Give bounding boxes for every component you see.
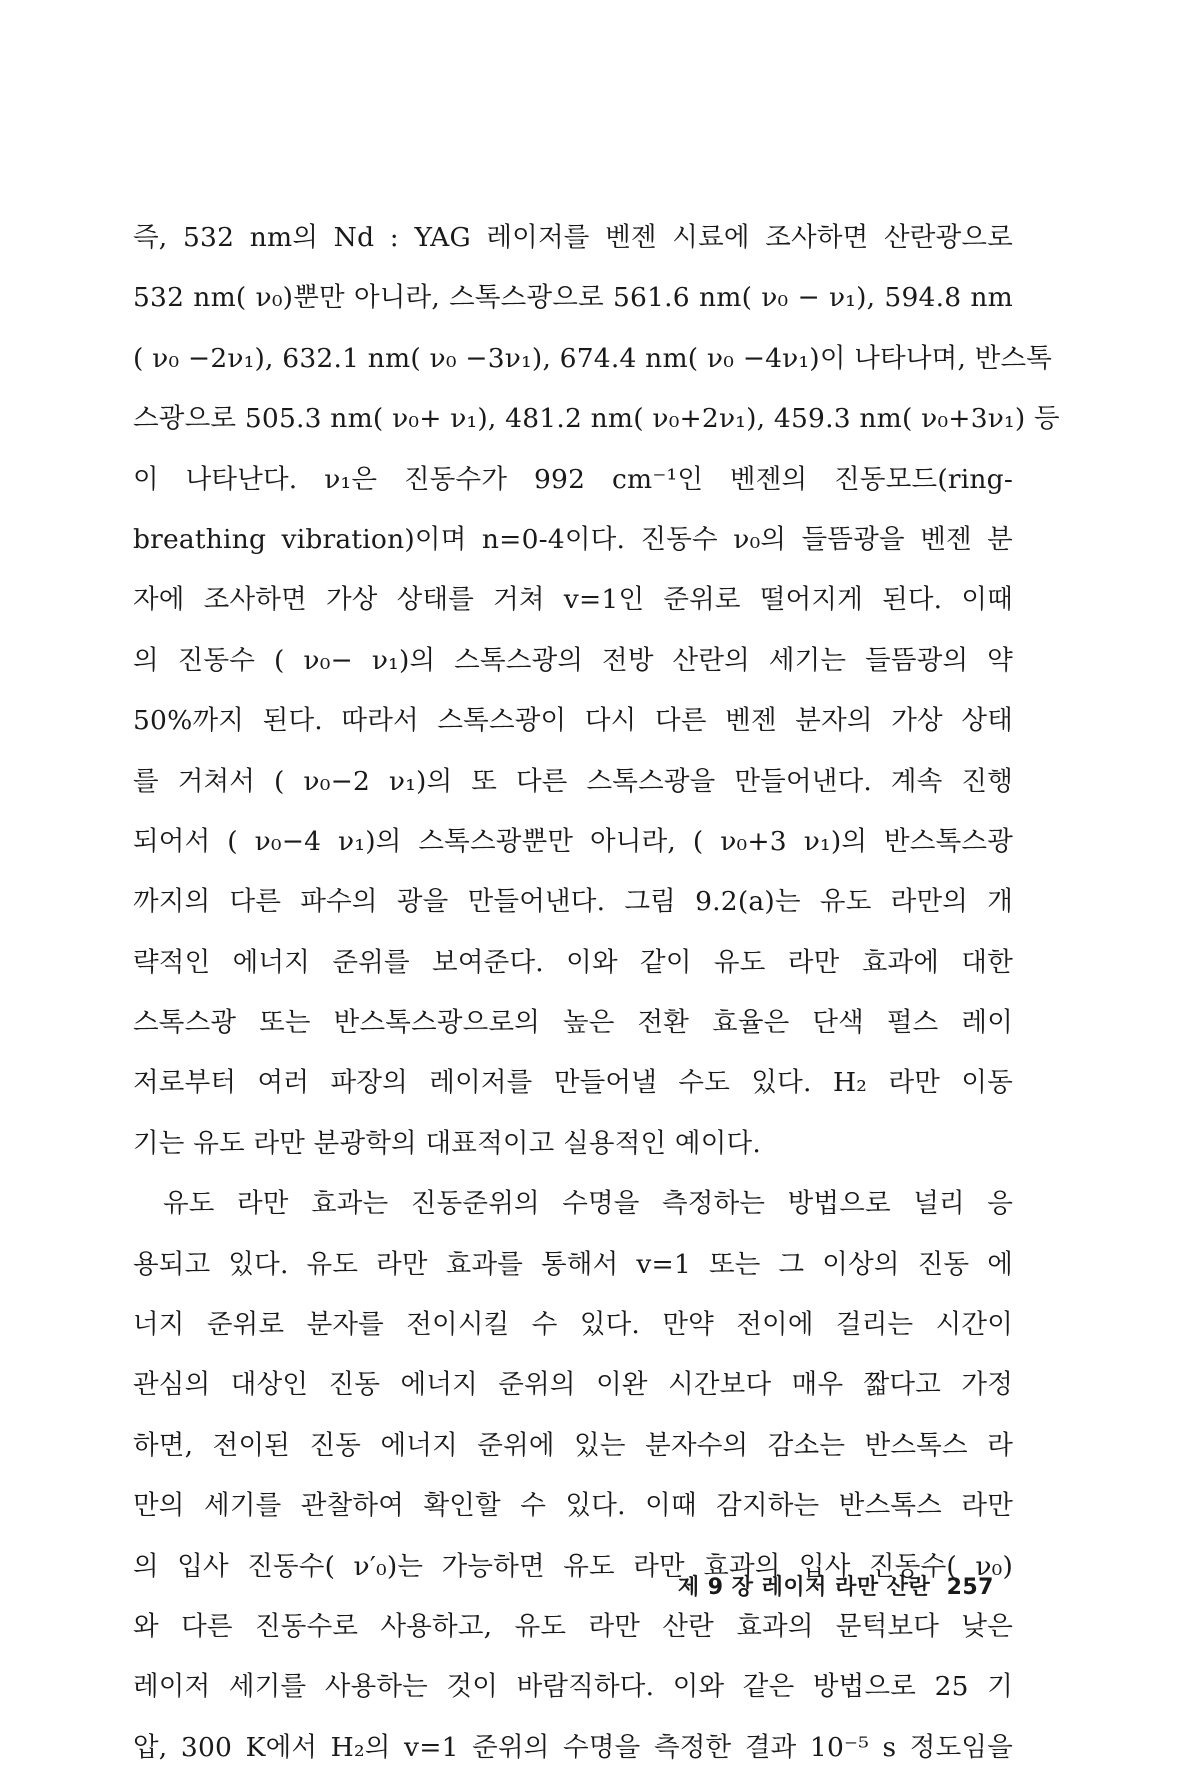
text-line: 를 거쳐서 ( ν₀−2 ν₁)의 또 다른 스톡스광을 만들어낸다. 계속 진행 [133, 765, 1013, 797]
text-line: 의 진동수 ( ν₀− ν₁)의 스톡스광의 전방 산란의 세기는 들뜸광의 약 [133, 644, 1013, 676]
text-line: 너지 준위로 분자를 전이시킬 수 있다. 만약 전이에 걸리는 시간이 [133, 1309, 1013, 1341]
text-line: 기는 유도 라만 분광학의 대표적이고 실용적인 예이다. [133, 1127, 761, 1159]
text-line: 저로부터 여러 파장의 레이저를 만들어낼 수도 있다. H₂ 라만 이동 [133, 1067, 1013, 1099]
text-line: 략적인 에너지 준위를 보여준다. 이와 같이 유도 라만 효과에 대한 [133, 946, 1013, 978]
text-line: 유도 라만 효과는 진동준위의 수명을 측정하는 방법으로 널리 응 [163, 1188, 1013, 1220]
page-number: 257 [946, 1575, 994, 1600]
running-head: 제 9 장 레이저 라만 산란 [677, 1575, 931, 1600]
text-line: 까지의 다른 파수의 광을 만들어낸다. 그림 9.2(a)는 유도 라만의 개 [133, 886, 1013, 918]
text-line: 하면, 전이된 진동 에너지 준위에 있는 분자수의 감소는 반스톡스 라 [133, 1429, 1013, 1461]
text-line: 50%까지 된다. 따라서 스톡스광이 다시 다른 벤젠 분자의 가상 상태 [133, 705, 1013, 737]
text-line: 되어서 ( ν₀−4 ν₁)의 스톡스광뿐만 아니라, ( ν₀+3 ν₁)의 반스톡스광 [133, 825, 1013, 857]
text-line: breathing vibration)이며 n=0-4이다. 진동수 ν₀의 들뜸광을 벤젠 분 [133, 523, 1013, 555]
text-line: 스톡스광 또는 반스톡스광으로의 높은 전환 효율은 단색 펄스 레이 [133, 1007, 1013, 1039]
text-line: 자에 조사하면 가상 상태를 거쳐 v=1인 준위로 떨어지게 된다. 이때 [133, 584, 1013, 616]
text-line: 즉, 532 nm의 Nd : YAG 레이저를 벤젠 시료에 조사하면 산란광으로 [133, 222, 1013, 253]
text-line: ( ν₀ −2ν₁), 632.1 nm( ν₀ −3ν₁), 674.4 nm( ν₀ −4ν₁)이 나타나며, 반스톡 [133, 342, 1053, 374]
page-footer [664, 1568, 994, 1608]
text-line: 스광으로 505.3 nm( ν₀+ ν₁), 481.2 nm( ν₀+2ν₁), 459.3 nm( ν₀+3ν₁) 등 [133, 403, 1060, 435]
paragraph-2 [133, 1174, 1013, 1778]
paragraph-1 [133, 208, 1060, 1174]
text-line: 레이저 세기를 사용하는 것이 바람직하다. 이와 같은 방법으로 25 기 [133, 1671, 1013, 1703]
text-line: 이 나타난다. ν₁은 진동수가 992 cm⁻¹인 벤젠의 진동모드(ring- [133, 463, 1013, 495]
text-line: 와 다른 진동수로 사용하고, 유도 라만 산란 효과의 문턱보다 낮은 [133, 1610, 1013, 1642]
text-line: 관심의 대상인 진동 에너지 준위의 이완 시간보다 매우 짧다고 가정 [133, 1369, 1013, 1401]
text-line: 용되고 있다. 유도 라만 효과를 통해서 v=1 또는 그 이상의 진동 에 [133, 1248, 1013, 1280]
text-line: 532 nm( ν₀)뿐만 아니라, 스톡스광으로 561.6 nm( ν₀ − ν₁), 594.8 nm [133, 282, 1013, 314]
text-line: 압, 300 K에서 H₂의 v=1 준위의 수명을 측정한 결과 10⁻⁵ s 정도임을 [133, 1731, 1013, 1763]
text-line: 만의 세기를 관찰하여 확인할 수 있다. 이때 감지하는 반스톡스 라만 [133, 1490, 1013, 1522]
text-line: 의 입사 진동수( ν′₀)는 가능하면 유도 라만 효과의 입사 진동수( ν₀) [133, 1550, 1013, 1582]
body-text [133, 208, 1060, 1778]
